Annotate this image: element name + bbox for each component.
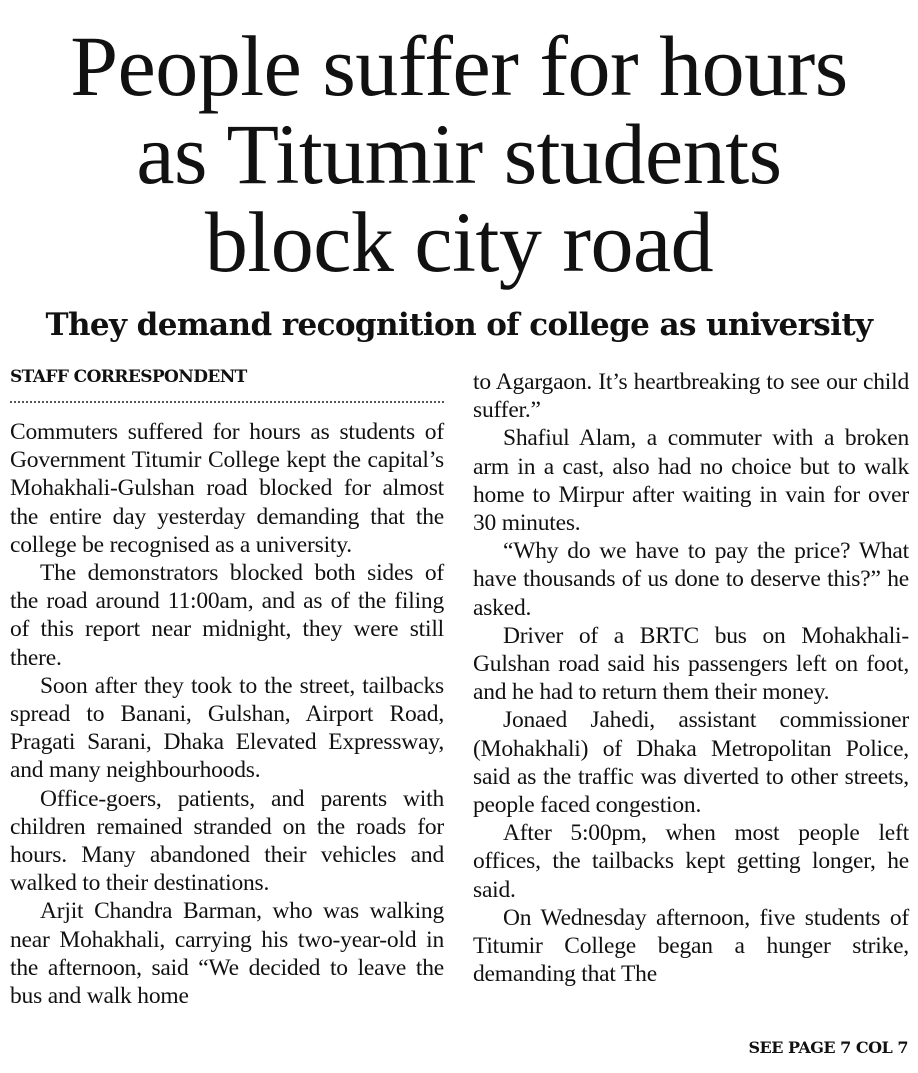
left-paragraph-1: Commuters suffered for hours as students of Government Titumir College kept the capital’s Mohakhali-Gulshan road blocked for almost the entire day yesterday demanding that the college be recognised as a university.: [10, 419, 444, 558]
left-column: [10, 418, 444, 1010]
byline: STAFF CORRESPONDENT: [10, 367, 247, 387]
subheadline: They demand recognition of college as university: [45, 307, 873, 343]
left-paragraph-2: The demonstrators blocked both sides of the road around 11:00am, and as of the filing of this report near midnight, they were still there.: [10, 560, 444, 671]
dotted-divider: [10, 401, 444, 403]
continued-on-page: SEE PAGE 7 COL 7: [748, 1038, 908, 1057]
left-paragraph-3: Soon after they took to the street, tailbacks spread to Banani, Gulshan, Airport Road, Pragati Sarani, Dhaka Elevated Expressway, and many neighbourhoods.: [10, 672, 444, 784]
right-paragraph-7: On Wednesday afternoon, five students of Titumir College began a hunger strike, demanding that The: [473, 904, 909, 988]
headline-line-2: as Titumir students: [136, 106, 782, 202]
right-column: [473, 368, 909, 988]
right-paragraph-4: Driver of a BRTC bus on Mohakhali-Gulshan road said his passengers left on foot, and he had to return them their money.: [473, 622, 909, 706]
right-paragraph-6: After 5:00pm, when most people left offices, the tailbacks kept getting longer, he said.: [473, 820, 909, 903]
right-paragraph-5: Jonaed Jahedi, assistant commissioner (Mohakhali) of Dhaka Metropolitan Police, said as the traffic was diverted to other streets, people faced congestion.: [473, 707, 909, 819]
left-paragraph-4: Office-goers, patients, and parents with children remained stranded on the roads for hours. Many abandoned their vehicles and walked to their destinations.: [10, 785, 444, 897]
right-paragraph-3: “Why do we have to pay the price? What have thousands of us done to deserve this?” he asked.: [473, 538, 909, 621]
headline: [0, 18, 918, 290]
headline-line-3: block city road: [204, 194, 714, 290]
right-paragraph-1: to Agargaon. It’s heartbreaking to see our child suffer.”: [473, 369, 909, 424]
left-paragraph-5: Arjit Chandra Barman, who was walking near Mohakhali, carrying his two-year-old in the afternoon, said “We decided to leave the bus and walk home: [10, 898, 444, 1010]
headline-line-1: People suffer for hours: [70, 18, 848, 114]
right-paragraph-2: Shafiul Alam, a commuter with a broken arm in a cast, also had no choice but to walk home to Mirpur after waiting in vain for over 30 minutes.: [473, 425, 909, 537]
